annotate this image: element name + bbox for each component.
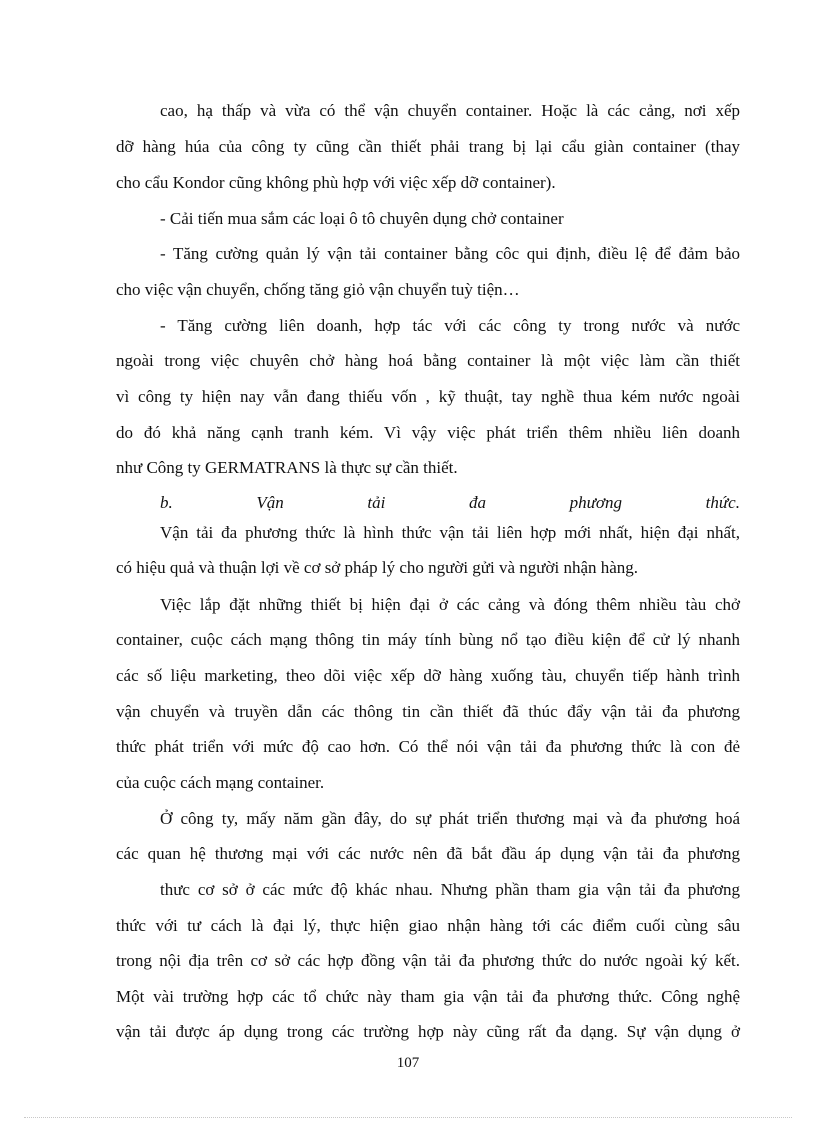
text-line: của cuộc cách mạng container. <box>116 773 325 792</box>
bullet-line: - Tăng cường liên doanh, hợp tác với các công ty trong nước và nước <box>160 316 740 335</box>
text-line: ngoài trong việc chuyên chở hàng hoá bằng container là một việc làm cần thiết <box>116 351 740 370</box>
bullet-line: - Cải tiến mua sắm các loại ô tô chuyên dụng chở container <box>160 209 564 228</box>
text-line: như Công ty GERMATRANS là thực sự cần thiết. <box>116 458 458 477</box>
text-line: thức phát triển với mức độ cao hơn. Có thể nói vận tải đa phương thức là con đẻ <box>116 737 740 756</box>
heading-word: b. <box>160 493 173 512</box>
heading-word: đa <box>469 493 487 512</box>
text-line: các số liệu marketing, theo dõi việc xếp dỡ hàng xuống tàu, chuyển tiếp hành trình <box>116 666 740 685</box>
heading-word: Vận <box>256 493 284 512</box>
text-line: cao, hạ thấp và vừa có thể vận chuyển container. Hoặc là các cảng, nơi xếp <box>160 101 740 120</box>
footer-divider <box>24 1117 792 1118</box>
text-line: thưc cơ sở ở các mức độ khác nhau. Nhưng phần tham gia vận tải đa phương <box>160 880 740 899</box>
text-line: vì công ty hiện nay vẫn đang thiếu vốn , kỹ thuật, tay nghề thua kém nước ngoài <box>116 387 740 406</box>
text-line: Việc lắp đặt những thiết bị hiện đại ở các cảng và đóng thêm nhiều tàu chở <box>160 595 740 614</box>
text-line: có hiệu quả và thuận lợi về cơ sở pháp lý cho người gửi và người nhận hàng. <box>116 558 639 577</box>
text-line: vận tải được áp dụng trong các trường hợp này cũng rất đa dạng. Sự vận dụng ở <box>116 1022 740 1041</box>
heading-word: thức. <box>705 493 740 512</box>
text-line: dỡ hàng húa của công ty cũng cần thiết phải trang bị lại cẩu giàn container (thay <box>116 137 740 156</box>
page-number: 107 <box>396 1055 420 1071</box>
text-line: Vận tải đa phương thức là hình thức vận tải liên hợp mới nhất, hiện đại nhất, <box>160 523 740 542</box>
heading-word: tải <box>367 493 386 512</box>
text-line: Một vài trường hợp các tổ chức này tham gia vận tải đa phương thức. Công nghệ <box>116 987 740 1006</box>
section-heading <box>160 492 740 514</box>
text-line: Ở công ty, mấy năm gần đây, do sự phát triển thương mại và đa phương hoá <box>160 809 740 828</box>
text-line: do đó khả năng cạnh tranh kém. Vì vậy việc phát triển thêm nhiều liên doanh <box>116 423 740 442</box>
text-line: trong nội địa trên cơ sở các hợp đồng vận tải đa phương thức do nước ngoài ký kết. <box>116 951 740 970</box>
heading-word: phương <box>569 493 623 512</box>
text-line: vận chuyển và truyền dẫn các thông tin cần thiết đã thúc đẩy vận tải đa phương <box>116 702 740 721</box>
text-line: cho cẩu Kondor cũng không phù hợp với việc xếp dỡ container). <box>116 173 556 192</box>
text-line: các quan hệ thương mại với các nước nên đã bắt đầu áp dụng vận tải đa phương <box>116 844 740 863</box>
text-line: container, cuộc cách mạng thông tin máy tính bùng nổ tạo điều kiện để cử lý nhanh <box>116 630 740 649</box>
text-line: cho việc vận chuyển, chống tăng giỏ vận chuyển tuỳ tiện… <box>116 280 520 299</box>
text-line: thức với tư cách là đại lý, thực hiện giao nhận hàng tới các điểm cuối cùng sâu <box>116 916 740 935</box>
bullet-line: - Tăng cường quản lý vận tải container bằng côc qui định, điều lệ để đảm bảo <box>160 244 740 263</box>
